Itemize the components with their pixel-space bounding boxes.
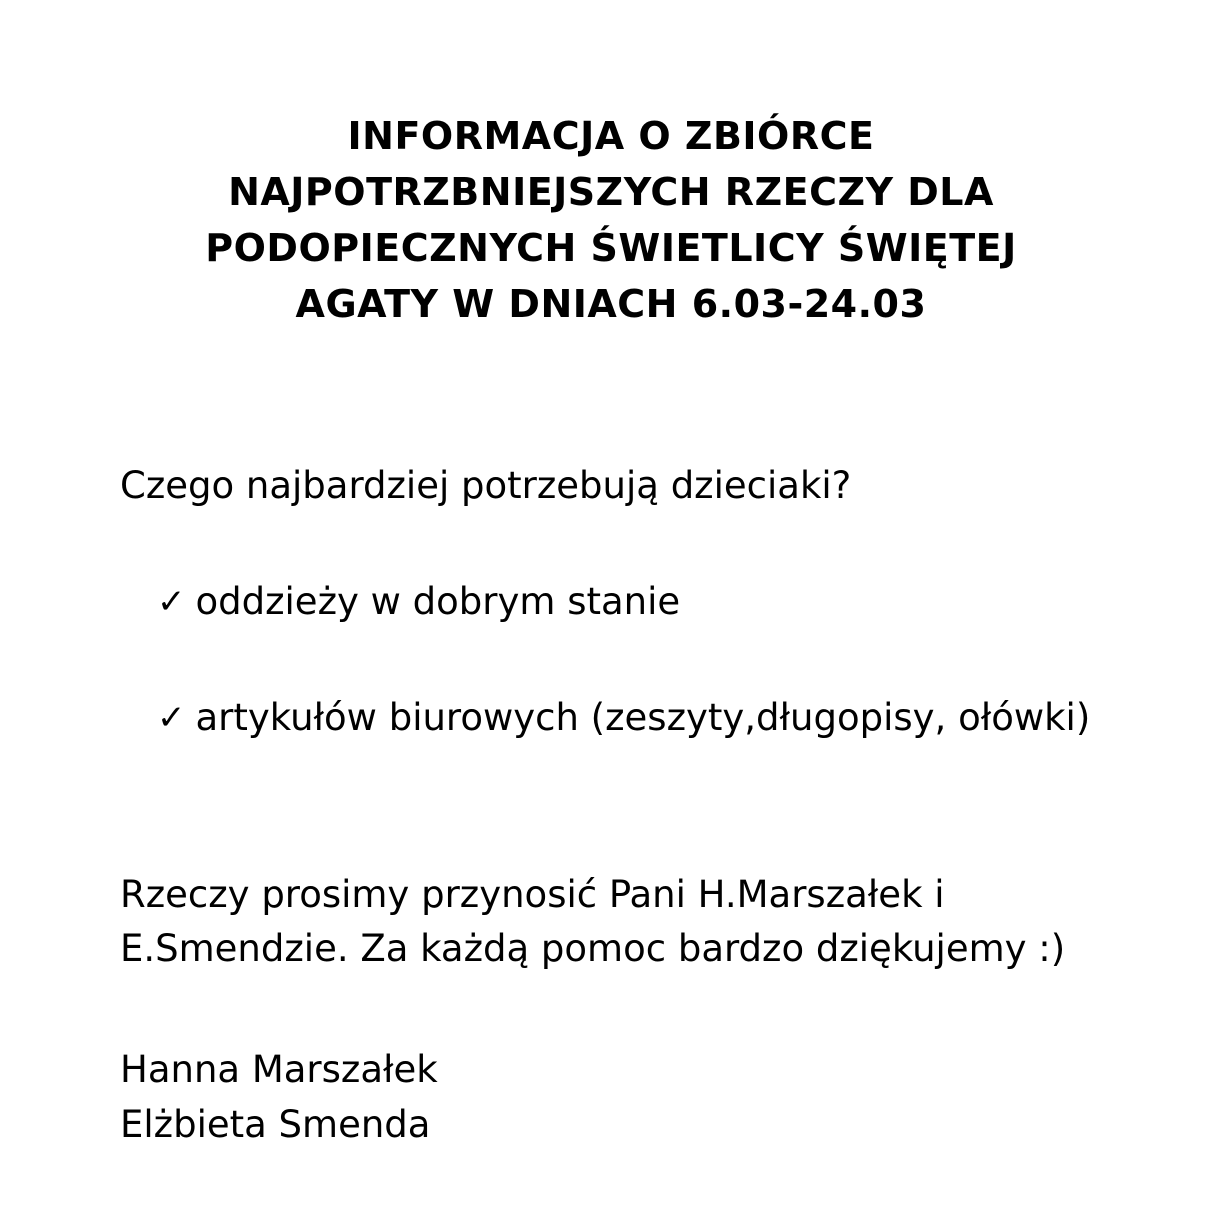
bullet-list [157, 578, 1167, 810]
note-line-1: Rzeczy prosimy przynosić Pani H.Marszałek i [120, 873, 945, 916]
checkmark-icon: ✓ [157, 582, 186, 622]
bullet-item [157, 578, 1167, 626]
poster-title-line-1: INFORMACJA O ZBIÓRCE [347, 114, 875, 158]
poster-title-line-3: PODOPIECZNYCH ŚWIETLICY ŚWIĘTEJ [205, 226, 1017, 270]
poster-title [0, 108, 1222, 332]
bullet-item-text: oddzieży w dobrym stanie [195, 580, 681, 623]
question-text: Czego najbardziej potrzebują dzieciaki? [120, 464, 852, 507]
signature-block [120, 1042, 438, 1152]
note-paragraph [120, 868, 1150, 976]
bullet-item [157, 694, 1167, 742]
poster-title-line-2: NAJPOTRZBNIEJSZYCH RZECZY DLA [228, 170, 994, 214]
checkmark-icon: ✓ [157, 698, 186, 738]
poster-title-line-4: AGATY W DNIACH 6.03-24.03 [295, 282, 927, 326]
bullet-item-text: artykułów biurowych (zeszyty,długopisy, ołówki) [195, 696, 1091, 739]
signature-name-2: Elżbieta Smenda [120, 1103, 431, 1146]
signature-name-1: Hanna Marszałek [120, 1048, 438, 1091]
note-line-2: E.Smendzie. Za każdą pomoc bardzo dziękujemy :) [120, 927, 1066, 970]
